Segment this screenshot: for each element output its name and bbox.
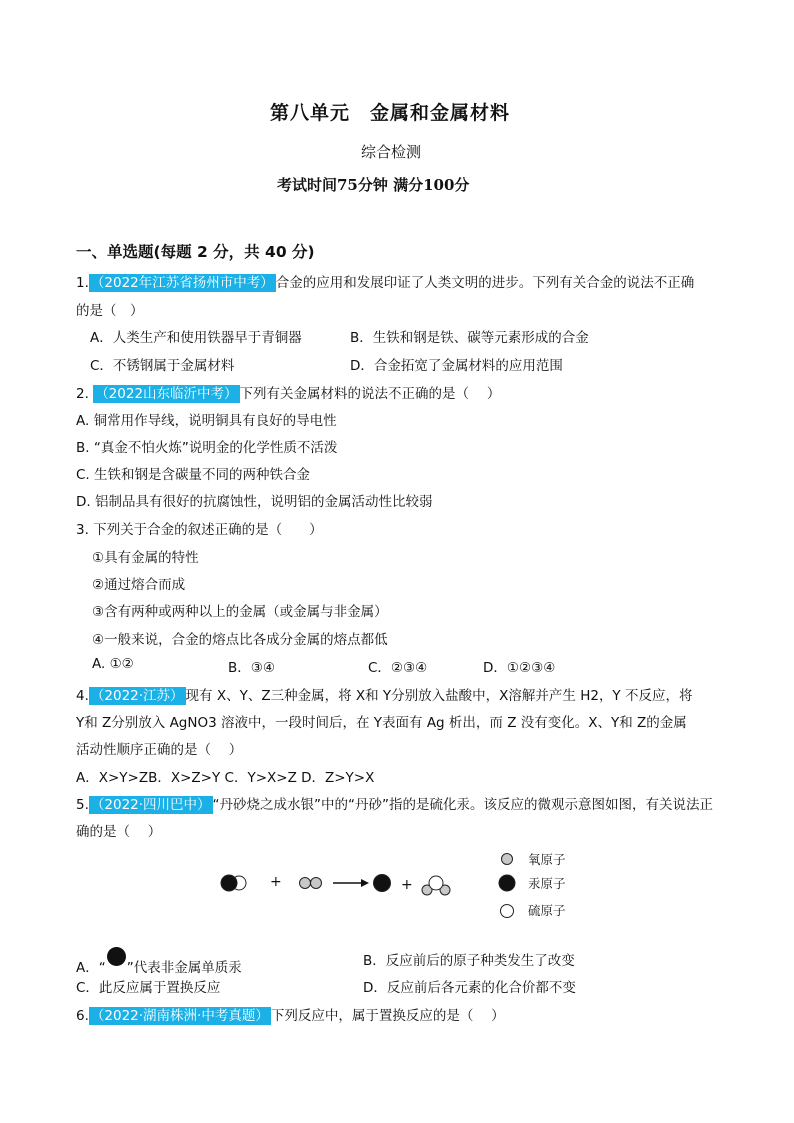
option-a: A. 铜常用作导线，说明铜具有良好的导电性 bbox=[76, 413, 337, 429]
option-b: B．生铁和钢是铁、碳等元素形成的合金 bbox=[350, 330, 589, 346]
question-number: 1. bbox=[76, 275, 89, 291]
legend-sulfur-label: 硫原子 bbox=[528, 903, 566, 918]
option-d: D. 铝制品具有很好的抗腐蚀性，说明铝的金属活动性比较弱 bbox=[76, 494, 433, 510]
statement-item: ②通过熔合而成 bbox=[92, 577, 186, 593]
page-subtitle: 综合检测 bbox=[361, 143, 422, 161]
question-3-stem: 3. 下列关于合金的叙述正确的是（ ） bbox=[76, 522, 323, 538]
statement-item: ③含有两种或两种以上的金属（或金属与非金属） bbox=[92, 604, 388, 620]
plus-sign: + bbox=[401, 877, 413, 893]
mercury-atom bbox=[374, 875, 391, 892]
option-b: B．反应前后的原子种类发生了改变 bbox=[363, 953, 575, 969]
option-b: B. “真金不怕火炼”说明金的化学性质不活泼 bbox=[76, 440, 338, 456]
question-number: 2. bbox=[76, 386, 89, 402]
legend-sulfur-atom bbox=[501, 905, 514, 918]
option-a: A. ①② bbox=[92, 656, 134, 672]
reaction-diagram bbox=[215, 845, 595, 930]
option-d: D．①②③④ bbox=[483, 660, 556, 676]
option-c: C．不锈钢属于金属材料 bbox=[90, 358, 235, 374]
exam-info: 考试时间75分钟 满分100分 bbox=[277, 176, 470, 194]
question-4-line1 bbox=[76, 684, 692, 704]
option-c: C．此反应属于置换反应 bbox=[76, 980, 221, 996]
question-number: 5. bbox=[76, 797, 89, 813]
question-5-line1 bbox=[76, 793, 713, 813]
oxygen-molecule bbox=[300, 878, 322, 889]
source-tag: （2022·江苏） bbox=[90, 688, 184, 704]
option-c: C．②③④ bbox=[368, 660, 428, 676]
question-1-line1 bbox=[76, 271, 694, 291]
question-5-line2: 确的是（ ） bbox=[76, 824, 162, 840]
legend-mercury-atom bbox=[499, 875, 515, 891]
option-d: D．反应前后各元素的化合价都不变 bbox=[363, 980, 576, 996]
option-a: A．人类生产和使用铁器早于青铜器 bbox=[90, 330, 302, 346]
source-tag: （2022·湖南株洲·中考真题） bbox=[90, 1008, 269, 1024]
question-1-line2: 的是（ ） bbox=[76, 303, 144, 319]
question-4-line3: 活动性顺序正确的是（ ） bbox=[76, 742, 243, 758]
option-c: C. 生铁和钢是含碳量不同的两种铁合金 bbox=[76, 467, 311, 483]
plus-sign: + bbox=[270, 874, 282, 890]
statement-item: ④一般来说，合金的熔点比各成分金属的熔点都低 bbox=[92, 632, 388, 648]
question-stem: 现有 X、Y、Z三种金属，将 X和 Y分别放入盐酸中，X溶解并产生 H2，Y 不反应，将 bbox=[185, 688, 693, 704]
question-number: 6. bbox=[76, 1008, 89, 1024]
question-6-line1 bbox=[76, 1004, 505, 1024]
legend-oxygen-atom bbox=[502, 854, 513, 865]
question-number: 4. bbox=[76, 688, 89, 704]
section-heading: 一、单选题(每题 2 分，共 40 分) bbox=[76, 243, 315, 261]
legend-mercury-label: 汞原子 bbox=[528, 876, 566, 891]
option-b: B．③④ bbox=[228, 660, 275, 676]
question-2-line1 bbox=[76, 382, 500, 402]
question-stem: “丹砂烧之成水银”中的“丹砂”指的是硫化汞。该反应的微观示意图如图，有关说法正 bbox=[212, 797, 714, 813]
page-title: 第八单元 金属和金属材料 bbox=[270, 102, 511, 124]
reaction-arrow bbox=[333, 879, 369, 887]
question-4-line2: Y和 Z分别放入 AgNO3 溶液中，一段时间后，在 Y表面有 Ag 析出，而 Z 没有变化。X、Y和 Z的金属 bbox=[76, 715, 687, 731]
source-tag: （2022·四川巴中） bbox=[90, 797, 211, 813]
source-tag: （2022山东临沂中考） bbox=[95, 386, 238, 402]
question-stem: 下列反应中，属于置换反应的是（ ） bbox=[270, 1008, 505, 1024]
mercury-sulfide-molecule bbox=[221, 875, 246, 891]
question-stem: 合金的应用和发展印证了人类文明的进步。下列有关合金的说法不正确 bbox=[275, 275, 695, 291]
statement-item: ①具有金属的特性 bbox=[92, 550, 199, 566]
sulfur-dioxide-molecule bbox=[422, 876, 450, 895]
question-4-options: A．X>Y>ZB．X>Z>Y C．Y>X>Z D．Z>Y>X bbox=[76, 770, 375, 786]
source-tag: （2022年江苏省扬州市中考） bbox=[90, 275, 274, 291]
question-stem: 下列有关金属材料的说法不正确的是（ ） bbox=[239, 386, 501, 402]
legend-oxygen-label: 氧原子 bbox=[528, 852, 566, 867]
option-a: A．“ ”代表非金属单质汞 bbox=[76, 947, 242, 976]
mercury-atom-icon bbox=[107, 947, 126, 966]
option-d: D．合金拓宽了金属材料的应用范围 bbox=[350, 358, 563, 374]
